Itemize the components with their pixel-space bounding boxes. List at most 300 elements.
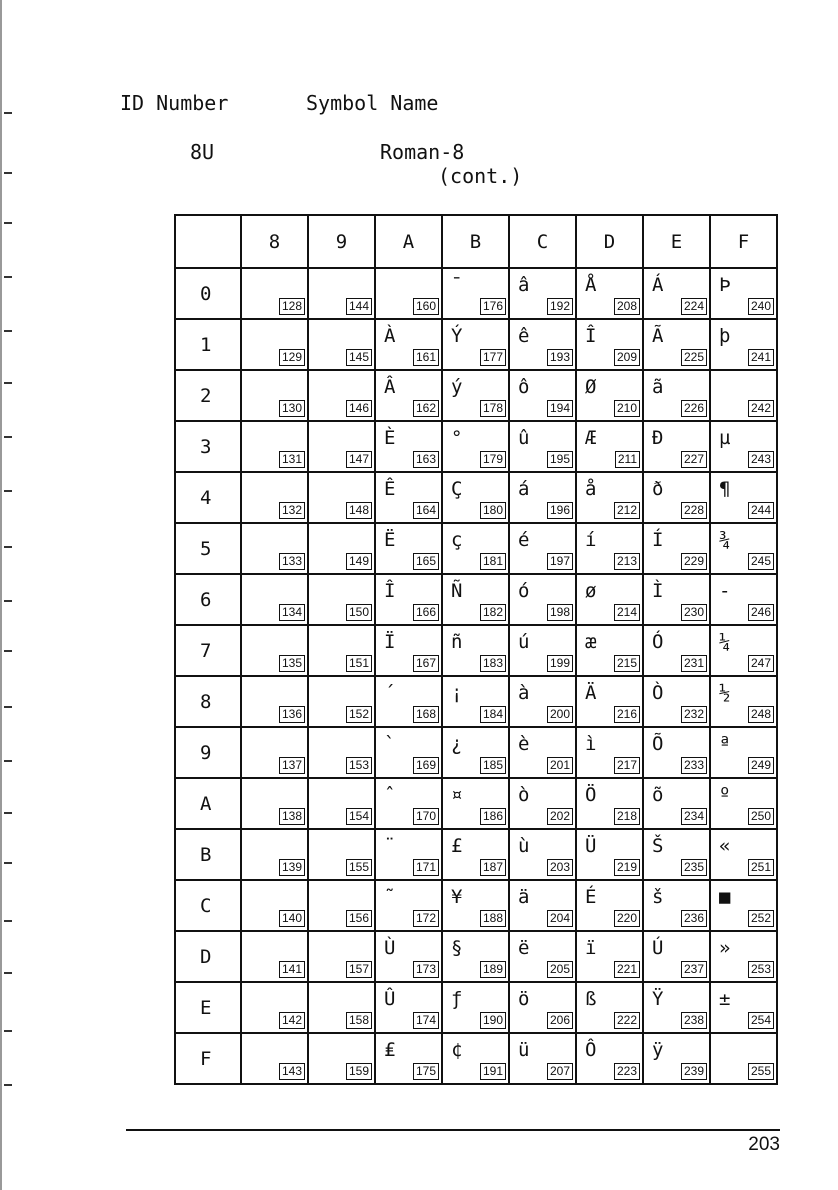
table-row bbox=[175, 931, 777, 982]
decimal-code-box: 138 bbox=[279, 808, 305, 825]
symbol-glyph: Å bbox=[585, 274, 597, 296]
decimal-code-box: 219 bbox=[614, 859, 640, 876]
symbol-glyph: ä bbox=[518, 886, 530, 908]
decimal-code-box: 150 bbox=[346, 604, 372, 621]
symbol-glyph: ° bbox=[451, 427, 463, 449]
decimal-code-box: 161 bbox=[413, 349, 439, 366]
row-header: E bbox=[175, 982, 241, 1033]
decimal-code-box: 153 bbox=[346, 757, 372, 774]
decimal-code-box: 139 bbox=[279, 859, 305, 876]
symbol-glyph: š bbox=[652, 886, 664, 908]
margin-mark bbox=[4, 862, 12, 864]
decimal-code-box: 186 bbox=[480, 808, 506, 825]
decimal-code-box: 176 bbox=[480, 298, 506, 315]
symbol-glyph: ± bbox=[719, 988, 731, 1010]
decimal-code-box: 160 bbox=[413, 298, 439, 315]
symbol-glyph: Æ bbox=[585, 427, 597, 449]
symbol-cell bbox=[509, 268, 576, 319]
decimal-code-box: 229 bbox=[681, 553, 707, 570]
symbol-glyph: Ÿ bbox=[652, 988, 664, 1010]
decimal-code-box: 187 bbox=[480, 859, 506, 876]
decimal-code-box: 218 bbox=[614, 808, 640, 825]
decimal-code-box: 165 bbox=[413, 553, 439, 570]
symbol-cell bbox=[643, 370, 710, 421]
symbol-cell bbox=[710, 931, 777, 982]
symbol-glyph: Í bbox=[652, 529, 664, 551]
decimal-code-box: 226 bbox=[681, 400, 707, 417]
symbol-glyph: Ç bbox=[451, 478, 463, 500]
symbol-cell bbox=[710, 880, 777, 931]
symbol-glyph: ý bbox=[451, 376, 463, 398]
decimal-code-box: 255 bbox=[748, 1063, 774, 1080]
table-row bbox=[175, 778, 777, 829]
symbol-cell bbox=[643, 472, 710, 523]
symbol-glyph: Î bbox=[384, 580, 396, 602]
symbol-glyph: ¶ bbox=[719, 478, 731, 500]
decimal-code-box: 172 bbox=[413, 910, 439, 927]
symbol-glyph: Á bbox=[652, 274, 664, 296]
symbol-glyph: ì bbox=[585, 733, 597, 755]
decimal-code-box: 136 bbox=[279, 706, 305, 723]
id-number-label: ID Number bbox=[120, 91, 229, 115]
decimal-code-box: 222 bbox=[614, 1012, 640, 1029]
symbol-cell bbox=[308, 421, 375, 472]
symbol-cell bbox=[308, 319, 375, 370]
symbol-cell bbox=[576, 268, 643, 319]
symbol-cell bbox=[643, 829, 710, 880]
symbol-glyph: À bbox=[384, 325, 396, 347]
symbol-cell bbox=[576, 982, 643, 1033]
symbol-cell bbox=[442, 1033, 509, 1084]
symbol-cell bbox=[241, 523, 308, 574]
decimal-code-box: 217 bbox=[614, 757, 640, 774]
symbol-glyph: ₤ bbox=[384, 1039, 396, 1061]
decimal-code-box: 249 bbox=[748, 757, 774, 774]
page-number: 203 bbox=[748, 1134, 780, 1155]
decimal-code-box: 183 bbox=[480, 655, 506, 672]
symbol-cell bbox=[643, 880, 710, 931]
column-header: D bbox=[576, 215, 643, 268]
symbol-glyph: Î bbox=[585, 325, 597, 347]
symbol-cell bbox=[442, 574, 509, 625]
decimal-code-box: 192 bbox=[547, 298, 573, 315]
symbol-glyph: ÿ bbox=[652, 1039, 664, 1061]
symbol-cell bbox=[509, 574, 576, 625]
symbol-glyph: ü bbox=[518, 1039, 530, 1061]
decimal-code-box: 151 bbox=[346, 655, 372, 672]
decimal-code-box: 247 bbox=[748, 655, 774, 672]
symbol-glyph: Õ bbox=[652, 733, 664, 755]
symbol-glyph: ò bbox=[518, 784, 530, 806]
decimal-code-box: 146 bbox=[346, 400, 372, 417]
decimal-code-box: 190 bbox=[480, 1012, 506, 1029]
symbol-cell bbox=[710, 268, 777, 319]
decimal-code-box: 201 bbox=[547, 757, 573, 774]
symbol-cell bbox=[375, 421, 442, 472]
symbol-cell bbox=[576, 676, 643, 727]
margin-mark bbox=[4, 812, 12, 814]
symbol-cell bbox=[576, 778, 643, 829]
symbol-cell bbox=[375, 931, 442, 982]
symbol-glyph: Ì bbox=[652, 580, 664, 602]
decimal-code-box: 248 bbox=[748, 706, 774, 723]
symbol-cell bbox=[442, 268, 509, 319]
decimal-code-box: 211 bbox=[615, 451, 640, 468]
decimal-code-box: 157 bbox=[346, 961, 372, 978]
symbol-cell bbox=[442, 931, 509, 982]
decimal-code-box: 233 bbox=[681, 757, 707, 774]
decimal-code-box: 237 bbox=[681, 961, 707, 978]
decimal-code-box: 174 bbox=[413, 1012, 439, 1029]
symbol-glyph: ê bbox=[518, 325, 530, 347]
symbol-cell bbox=[375, 1033, 442, 1084]
symbol-cell bbox=[375, 829, 442, 880]
decimal-code-box: 164 bbox=[413, 502, 439, 519]
symbol-cell bbox=[442, 676, 509, 727]
symbol-cell bbox=[308, 1033, 375, 1084]
symbol-cell bbox=[710, 370, 777, 421]
decimal-code-box: 210 bbox=[614, 400, 640, 417]
symbol-cell bbox=[576, 625, 643, 676]
symbol-cell bbox=[576, 931, 643, 982]
symbol-glyph: ¯ bbox=[451, 274, 463, 296]
symbol-glyph: þ bbox=[719, 325, 731, 347]
symbol-cell bbox=[241, 931, 308, 982]
symbol-glyph: Ð bbox=[652, 427, 664, 449]
symbol-cell bbox=[442, 829, 509, 880]
decimal-code-box: 196 bbox=[547, 502, 573, 519]
decimal-code-box: 128 bbox=[279, 298, 305, 315]
symbol-glyph: ö bbox=[518, 988, 530, 1010]
symbol-cell bbox=[509, 778, 576, 829]
symbol-cell bbox=[375, 268, 442, 319]
decimal-code-box: 158 bbox=[346, 1012, 372, 1029]
symbol-cell bbox=[241, 421, 308, 472]
symbol-cell bbox=[442, 319, 509, 370]
margin-mark bbox=[4, 706, 12, 708]
decimal-code-box: 232 bbox=[681, 706, 707, 723]
decimal-code-box: 243 bbox=[748, 451, 774, 468]
symbol-cell bbox=[442, 982, 509, 1033]
symbol-cell bbox=[241, 625, 308, 676]
symbol-cell bbox=[643, 574, 710, 625]
decimal-code-box: 185 bbox=[480, 757, 506, 774]
symbol-cell bbox=[241, 778, 308, 829]
symbol-cell bbox=[375, 880, 442, 931]
symbol-glyph: ¨ bbox=[384, 835, 396, 857]
symbol-cell bbox=[241, 370, 308, 421]
decimal-code-box: 175 bbox=[413, 1063, 439, 1080]
symbol-cell bbox=[710, 421, 777, 472]
symbol-cell bbox=[710, 982, 777, 1033]
symbol-cell bbox=[442, 370, 509, 421]
decimal-code-box: 171 bbox=[413, 859, 439, 876]
symbol-cell bbox=[308, 982, 375, 1033]
symbol-cell bbox=[442, 625, 509, 676]
table-header-row bbox=[175, 215, 777, 268]
symbol-glyph: « bbox=[719, 835, 731, 857]
row-header: F bbox=[175, 1033, 241, 1084]
continued-label: (cont.) bbox=[438, 164, 523, 188]
decimal-code-box: 245 bbox=[748, 553, 774, 570]
decimal-code-box: 195 bbox=[547, 451, 573, 468]
symbol-cell bbox=[241, 829, 308, 880]
decimal-code-box: 212 bbox=[614, 502, 640, 519]
margin-mark bbox=[4, 600, 12, 602]
symbol-cell bbox=[710, 625, 777, 676]
table-row bbox=[175, 574, 777, 625]
decimal-code-box: 148 bbox=[346, 502, 372, 519]
symbol-cell bbox=[241, 727, 308, 778]
decimal-code-box: 227 bbox=[681, 451, 707, 468]
symbol-glyph: ¥ bbox=[451, 886, 463, 908]
decimal-code-box: 214 bbox=[614, 604, 640, 621]
decimal-code-box: 205 bbox=[547, 961, 573, 978]
decimal-code-box: 206 bbox=[547, 1012, 573, 1029]
symbol-cell bbox=[442, 778, 509, 829]
margin-mark bbox=[4, 1030, 12, 1032]
symbol-cell bbox=[710, 676, 777, 727]
margin-mark bbox=[4, 546, 12, 548]
decimal-code-box: 223 bbox=[614, 1063, 640, 1080]
row-header: D bbox=[175, 931, 241, 982]
symbol-glyph: Ï bbox=[384, 631, 396, 653]
symbol-cell bbox=[643, 319, 710, 370]
symbol-cell bbox=[643, 523, 710, 574]
symbol-glyph: ª bbox=[719, 733, 731, 755]
symbol-glyph: ¼ bbox=[719, 631, 731, 653]
symbol-glyph: Ë bbox=[384, 529, 396, 551]
decimal-code-box: 191 bbox=[480, 1063, 506, 1080]
symbol-cell bbox=[710, 727, 777, 778]
row-header: B bbox=[175, 829, 241, 880]
symbol-glyph: Š bbox=[652, 835, 664, 857]
symbol-glyph: Ä bbox=[585, 682, 597, 704]
decimal-code-box: 163 bbox=[413, 451, 439, 468]
symbol-cell bbox=[375, 625, 442, 676]
row-header: 5 bbox=[175, 523, 241, 574]
symbol-glyph: ¿ bbox=[451, 733, 463, 755]
symbol-glyph: Þ bbox=[719, 274, 731, 296]
decimal-code-box: 145 bbox=[346, 349, 372, 366]
symbol-glyph: ó bbox=[518, 580, 530, 602]
symbol-cell bbox=[576, 727, 643, 778]
decimal-code-box: 156 bbox=[346, 910, 372, 927]
symbol-cell bbox=[442, 421, 509, 472]
symbol-glyph: Ê bbox=[384, 478, 396, 500]
symbol-cell bbox=[442, 472, 509, 523]
symbol-cell bbox=[241, 268, 308, 319]
symbol-cell bbox=[375, 370, 442, 421]
decimal-code-box: 209 bbox=[614, 349, 640, 366]
symbol-glyph: Ô bbox=[585, 1039, 597, 1061]
symbol-glyph: É bbox=[585, 886, 597, 908]
footer-rule bbox=[126, 1129, 780, 1131]
symbol-cell bbox=[308, 931, 375, 982]
symbol-glyph: õ bbox=[652, 784, 664, 806]
decimal-code-box: 246 bbox=[748, 604, 774, 621]
symbol-cell bbox=[509, 523, 576, 574]
symbol-glyph: Ø bbox=[585, 376, 597, 398]
symbol-cell bbox=[643, 268, 710, 319]
symbol-glyph: Ý bbox=[451, 325, 463, 347]
table-row bbox=[175, 829, 777, 880]
symbol-cell bbox=[710, 778, 777, 829]
decimal-code-box: 147 bbox=[346, 451, 372, 468]
table-row bbox=[175, 1033, 777, 1084]
symbol-cell bbox=[375, 472, 442, 523]
decimal-code-box: 216 bbox=[614, 706, 640, 723]
symbol-cell bbox=[576, 880, 643, 931]
symbol-glyph: ß bbox=[585, 988, 597, 1010]
decimal-code-box: 220 bbox=[614, 910, 640, 927]
decimal-code-box: 178 bbox=[480, 400, 506, 417]
symbol-cell bbox=[643, 982, 710, 1033]
symbol-glyph: ¢ bbox=[451, 1039, 463, 1061]
decimal-code-box: 137 bbox=[279, 757, 305, 774]
decimal-code-box: 141 bbox=[279, 961, 305, 978]
symbol-name-value: Roman-8 bbox=[380, 140, 465, 164]
symbol-cell bbox=[576, 421, 643, 472]
decimal-code-box: 215 bbox=[614, 655, 640, 672]
margin-mark bbox=[4, 276, 12, 278]
row-header: 1 bbox=[175, 319, 241, 370]
row-header: A bbox=[175, 778, 241, 829]
decimal-code-box: 166 bbox=[413, 604, 439, 621]
column-header: C bbox=[509, 215, 576, 268]
symbol-cell bbox=[241, 574, 308, 625]
symbol-glyph: Â bbox=[384, 376, 396, 398]
symbol-glyph: µ bbox=[719, 427, 731, 449]
decimal-code-box: 225 bbox=[681, 349, 707, 366]
symbol-glyph: Ù bbox=[384, 937, 396, 959]
decimal-code-box: 230 bbox=[681, 604, 707, 621]
row-header: 8 bbox=[175, 676, 241, 727]
symbol-glyph: Ú bbox=[652, 937, 664, 959]
symbol-glyph: § bbox=[451, 937, 463, 959]
symbol-set-table bbox=[174, 214, 778, 1085]
decimal-code-box: 194 bbox=[547, 400, 573, 417]
decimal-code-box: 254 bbox=[748, 1012, 774, 1029]
decimal-code-box: 129 bbox=[279, 349, 305, 366]
decimal-code-box: 238 bbox=[681, 1012, 707, 1029]
symbol-cell bbox=[643, 676, 710, 727]
decimal-code-box: 188 bbox=[480, 910, 506, 927]
symbol-cell bbox=[308, 829, 375, 880]
decimal-code-box: 236 bbox=[681, 910, 707, 927]
decimal-code-box: 251 bbox=[748, 859, 774, 876]
symbol-cell bbox=[241, 319, 308, 370]
symbol-glyph: Ü bbox=[585, 835, 597, 857]
symbol-cell bbox=[442, 523, 509, 574]
table-corner-cell bbox=[175, 215, 241, 268]
symbol-glyph: ƒ bbox=[451, 988, 463, 1010]
column-header: 8 bbox=[241, 215, 308, 268]
decimal-code-box: 159 bbox=[346, 1063, 372, 1080]
symbol-cell bbox=[308, 472, 375, 523]
symbol-glyph: Ö bbox=[585, 784, 597, 806]
symbol-glyph: æ bbox=[585, 631, 597, 653]
symbol-cell bbox=[375, 676, 442, 727]
decimal-code-box: 208 bbox=[614, 298, 640, 315]
symbol-name-label: Symbol Name bbox=[306, 91, 439, 115]
symbol-cell bbox=[710, 574, 777, 625]
decimal-code-box: 162 bbox=[413, 400, 439, 417]
decimal-code-box: 179 bbox=[480, 451, 506, 468]
symbol-cell bbox=[643, 931, 710, 982]
symbol-cell bbox=[643, 1033, 710, 1084]
decimal-code-box: 193 bbox=[547, 349, 573, 366]
decimal-code-box: 133 bbox=[279, 553, 305, 570]
symbol-glyph: ñ bbox=[451, 631, 463, 653]
symbol-glyph: é bbox=[518, 529, 530, 551]
margin-mark bbox=[4, 1084, 12, 1086]
symbol-cell bbox=[509, 931, 576, 982]
row-header: 6 bbox=[175, 574, 241, 625]
decimal-code-box: 253 bbox=[748, 961, 774, 978]
symbol-cell bbox=[509, 982, 576, 1033]
symbol-cell bbox=[509, 829, 576, 880]
table-row bbox=[175, 523, 777, 574]
margin-mark bbox=[4, 972, 12, 974]
row-header: 4 bbox=[175, 472, 241, 523]
symbol-cell bbox=[509, 727, 576, 778]
decimal-code-box: 149 bbox=[346, 553, 372, 570]
symbol-cell bbox=[710, 523, 777, 574]
symbol-cell bbox=[308, 880, 375, 931]
symbol-glyph: â bbox=[518, 274, 530, 296]
symbol-cell bbox=[643, 727, 710, 778]
symbol-cell bbox=[509, 676, 576, 727]
symbol-glyph: ï bbox=[585, 937, 597, 959]
symbol-glyph: ¤ bbox=[451, 784, 463, 806]
margin-mark bbox=[4, 112, 12, 114]
decimal-code-box: 144 bbox=[346, 298, 372, 315]
decimal-code-box: 168 bbox=[413, 706, 439, 723]
row-header: C bbox=[175, 880, 241, 931]
column-header: B bbox=[442, 215, 509, 268]
symbol-glyph: ø bbox=[585, 580, 597, 602]
symbol-cell bbox=[576, 319, 643, 370]
symbol-cell bbox=[576, 370, 643, 421]
decimal-code-box: 169 bbox=[413, 757, 439, 774]
table-row bbox=[175, 268, 777, 319]
symbol-cell bbox=[241, 676, 308, 727]
symbol-cell bbox=[710, 1033, 777, 1084]
symbol-cell bbox=[308, 574, 375, 625]
symbol-cell bbox=[509, 421, 576, 472]
symbol-cell bbox=[576, 523, 643, 574]
margin-mark bbox=[4, 382, 12, 384]
decimal-code-box: 242 bbox=[748, 400, 774, 417]
symbol-cell bbox=[509, 625, 576, 676]
decimal-code-box: 180 bbox=[480, 502, 506, 519]
symbol-glyph: ë bbox=[518, 937, 530, 959]
decimal-code-box: 135 bbox=[279, 655, 305, 672]
symbol-glyph: £ bbox=[451, 835, 463, 857]
decimal-code-box: 204 bbox=[547, 910, 573, 927]
margin-mark bbox=[4, 222, 12, 224]
symbol-cell bbox=[241, 1033, 308, 1084]
symbol-glyph: ■ bbox=[719, 886, 731, 908]
symbol-glyph: ð bbox=[652, 478, 664, 500]
symbol-cell bbox=[308, 523, 375, 574]
symbol-glyph: ˆ bbox=[384, 784, 396, 806]
margin-mark bbox=[4, 436, 12, 438]
table-row bbox=[175, 421, 777, 472]
margin-mark bbox=[4, 650, 12, 652]
symbol-cell bbox=[442, 880, 509, 931]
